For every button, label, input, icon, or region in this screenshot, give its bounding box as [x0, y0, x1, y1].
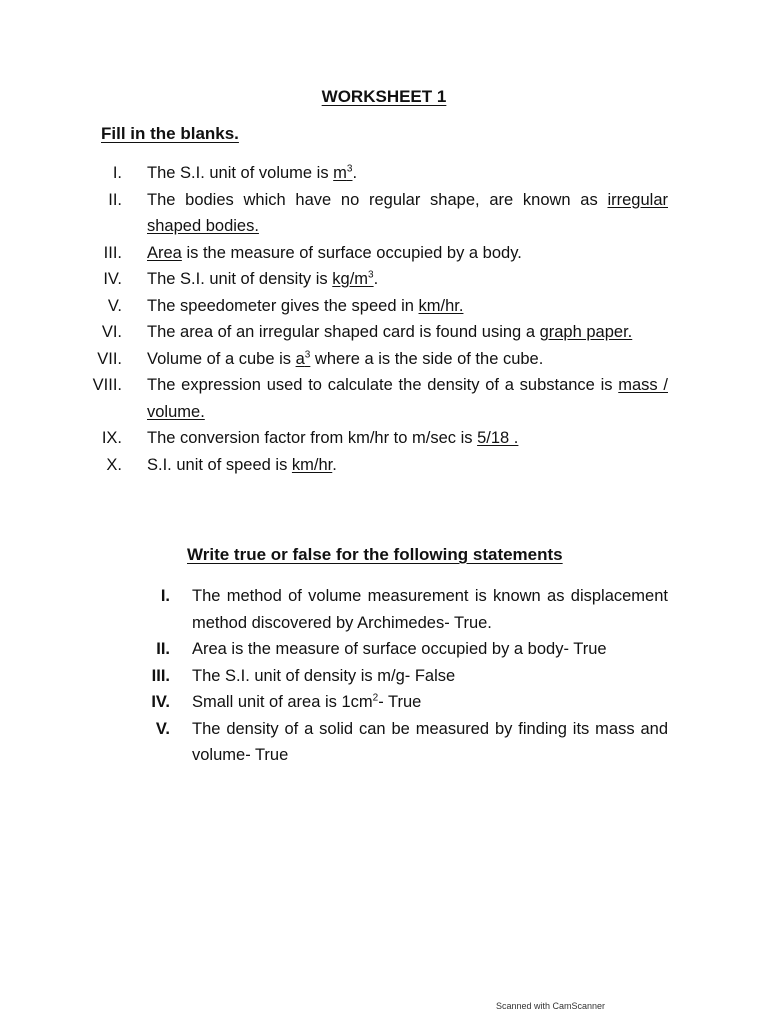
item-text-suffix: . — [352, 164, 358, 182]
item-text — [147, 346, 668, 373]
answer-text: Area — [147, 243, 182, 262]
answer-text: km/hr. — [418, 296, 464, 315]
item-number: V. — [107, 296, 122, 315]
item-number: IV. — [151, 693, 170, 711]
list-item — [0, 425, 680, 452]
answer-superscript: 3 — [304, 349, 311, 360]
item-text-prefix: Volume of a cube is — [147, 349, 296, 368]
item-text — [147, 319, 668, 346]
scanner-watermark: Scanned with CamScanner — [496, 1001, 606, 1011]
item-number: I. — [160, 587, 170, 605]
item-number: II. — [156, 640, 170, 658]
item-number: I. — [112, 164, 122, 182]
answer-text: kg/m — [332, 270, 369, 288]
list-item — [0, 319, 680, 346]
answer-text: a — [295, 349, 305, 368]
superscript: 2 — [372, 692, 379, 704]
list-item — [0, 452, 680, 479]
list-item — [0, 266, 680, 293]
item-number: VIII. — [92, 376, 122, 394]
item-text-prefix: The expression used to calculate the density of a substance is — [147, 376, 619, 394]
item-number: V. — [155, 719, 170, 738]
item-number: X. — [106, 455, 122, 474]
answer-text: irregular shaped bodies. — [147, 190, 668, 235]
item-text-prefix: The S.I. unit of density is — [147, 270, 333, 288]
item-text-prefix: Small unit of area is 1cm — [192, 693, 373, 711]
item-text — [192, 636, 668, 663]
fill-in-blanks-heading: Fill in the blanks. — [101, 124, 239, 143]
list-item — [0, 240, 680, 267]
item-text-suffix: is the measure of surface occupied by a body. — [181, 243, 522, 262]
fill-in-blanks-list — [0, 160, 680, 478]
item-text — [192, 583, 668, 636]
item-number: II. — [108, 190, 122, 209]
item-text-prefix: The conversion factor from km/hr to m/sec is — [147, 429, 478, 447]
item-text — [147, 425, 668, 452]
answer-underlined — [333, 164, 352, 182]
list-item — [0, 187, 680, 240]
list-item — [0, 346, 680, 373]
item-number: VI. — [101, 323, 122, 341]
list-item — [0, 636, 680, 663]
list-item — [0, 689, 680, 716]
answer-superscript: 3 — [346, 163, 353, 175]
answer-underlined — [296, 350, 311, 368]
item-text-prefix: The area of an irregular shaped card is found using a — [147, 323, 540, 341]
item-text-prefix: The S.I. unit of density is m/g- False — [192, 666, 456, 685]
answer-text: km/hr — [291, 455, 333, 474]
item-number: III. — [103, 243, 122, 262]
list-item — [0, 583, 680, 636]
worksheet-title: WORKSHEET 1 — [321, 87, 447, 106]
item-number: IV. — [103, 270, 122, 288]
true-false-list — [0, 583, 680, 769]
list-item — [0, 160, 680, 187]
list-item — [0, 293, 680, 320]
true-false-heading: Write true or false for the following statements — [187, 545, 563, 564]
item-text-suffix: where a is the side of the cube. — [310, 349, 544, 368]
item-text-prefix: Area is the measure of surface occupied by a body- True — [192, 640, 607, 658]
item-text-prefix: The density of a solid can be measured by finding its mass and volume- True — [192, 719, 668, 764]
item-text-prefix: The bodies which have no regular shape, are known as — [147, 190, 608, 209]
item-number: III. — [151, 666, 170, 685]
list-item — [0, 716, 680, 769]
answer-text: mass / volume. — [147, 376, 668, 421]
item-text-prefix: The speedometer gives the speed in — [147, 296, 419, 315]
answer-underlined — [332, 270, 373, 288]
item-number: VII. — [97, 349, 122, 368]
answer-superscript: 3 — [368, 269, 374, 281]
item-text-suffix: . — [373, 270, 379, 288]
item-text — [147, 372, 668, 425]
item-number: IX. — [101, 429, 122, 447]
answer-underlined — [540, 323, 633, 341]
item-text-suffix: - True — [378, 693, 422, 711]
item-text-suffix: . — [332, 455, 337, 474]
answer-text: 5/18 . — [477, 429, 519, 447]
answer-underlined — [292, 456, 332, 474]
answer-underlined — [419, 297, 464, 315]
item-text — [147, 293, 668, 320]
item-text-prefix: S.I. unit of speed is — [147, 455, 292, 474]
item-text — [147, 266, 668, 293]
item-text-prefix: The S.I. unit of volume is — [147, 164, 334, 182]
item-text — [147, 240, 668, 267]
answer-underlined — [147, 244, 182, 262]
list-item — [0, 372, 680, 425]
list-item — [0, 663, 680, 690]
item-text — [147, 452, 668, 479]
answer-text: m — [333, 164, 347, 182]
item-text — [192, 663, 668, 690]
item-text — [192, 716, 668, 769]
answer-text: graph paper. — [539, 323, 633, 341]
item-text — [192, 689, 668, 716]
answer-underlined — [477, 429, 518, 447]
item-text — [147, 160, 668, 187]
item-text — [147, 187, 668, 240]
item-text-prefix: The method of volume measurement is known as displacement method discovered by Archimedes- True. — [192, 587, 668, 632]
